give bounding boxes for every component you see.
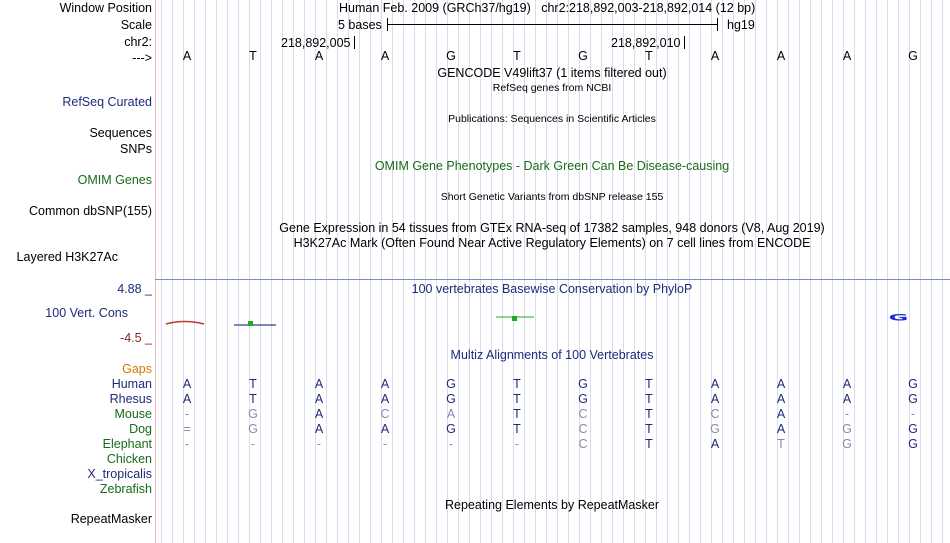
rhesus-aligned-base: A — [776, 392, 786, 406]
reference-base: G — [446, 49, 456, 63]
grid-line — [414, 0, 415, 543]
label-chrom: chr2: — [124, 35, 152, 49]
grid-line — [458, 0, 459, 543]
mouse-aligned-base: C — [380, 407, 390, 421]
human-aligned-base: G — [578, 377, 588, 391]
label-zebrafish[interactable]: Zebrafish — [99, 482, 152, 496]
grid-line — [216, 0, 217, 543]
elephant-aligned-base: - — [316, 437, 322, 451]
human-aligned-base: T — [513, 377, 521, 391]
grid-line — [920, 0, 921, 543]
dog-aligned-base: G — [908, 422, 918, 436]
h3k27ac-track-title[interactable]: H3K27Ac Mark (Often Found Near Active Regulatory Elements) on 7 cell lines from ENCODE — [293, 236, 811, 250]
gtex-track-title[interactable]: Gene Expression in 54 tissues from GTEx RNA-seq of 17382 samples, 948 donors (V8, Aug 2019) — [279, 221, 825, 235]
human-aligned-base: G — [908, 377, 918, 391]
grid-line — [799, 0, 800, 543]
mouse-aligned-base: A — [776, 407, 786, 421]
grid-line — [392, 0, 393, 543]
reference-base: A — [182, 49, 192, 63]
grid-line — [348, 0, 349, 543]
grid-line — [249, 0, 250, 543]
dog-aligned-base: T — [645, 422, 653, 436]
dog-aligned-base: C — [578, 422, 588, 436]
dog-aligned-base: G — [446, 422, 456, 436]
multiz-track-title[interactable]: Multiz Alignments of 100 Vertebrates — [450, 348, 654, 362]
reference-base: T — [513, 49, 521, 63]
label-human[interactable]: Human — [111, 377, 152, 391]
grid-line — [447, 0, 448, 543]
rhesus-aligned-base: T — [645, 392, 653, 406]
grid-line — [183, 0, 184, 543]
coord-tick-mark-2 — [684, 36, 685, 49]
rhesus-aligned-base: A — [314, 392, 324, 406]
grid-line — [205, 0, 206, 543]
mouse-aligned-base: G — [248, 407, 258, 421]
coord-tick-1: 218,892,005 — [281, 36, 351, 50]
grid-line — [370, 0, 371, 543]
grid-line — [337, 0, 338, 543]
scale-text: 5 bases — [338, 18, 382, 32]
human-aligned-base: A — [314, 377, 324, 391]
elephant-aligned-base: - — [514, 437, 520, 451]
human-aligned-base: G — [446, 377, 456, 391]
coord-tick-2: 218,892,010 — [611, 36, 681, 50]
human-aligned-base: A — [776, 377, 786, 391]
grid-line — [700, 0, 701, 543]
dog-aligned-base: G — [842, 422, 852, 436]
human-aligned-base: A — [842, 377, 852, 391]
grid-line — [612, 0, 613, 543]
mouse-aligned-base: - — [844, 407, 850, 421]
label-elephant[interactable]: Elephant — [102, 437, 152, 451]
grid-line — [843, 0, 844, 543]
elephant-aligned-base: T — [645, 437, 653, 451]
grid-line — [194, 0, 195, 543]
grid-line — [326, 0, 327, 543]
human-aligned-base: T — [249, 377, 257, 391]
grid-line — [403, 0, 404, 543]
grid-line — [282, 0, 283, 543]
rhesus-aligned-base: A — [842, 392, 852, 406]
grid-line — [381, 0, 382, 543]
label-max-score: 4.88 _ — [117, 282, 152, 296]
grid-line — [865, 0, 866, 543]
rhesus-aligned-base: G — [578, 392, 588, 406]
label-mouse[interactable]: Mouse — [114, 407, 152, 421]
scale-bar-right-tick — [717, 18, 718, 31]
mouse-aligned-base: - — [184, 407, 190, 421]
label-layered-h3k27ac[interactable]: Layered H3K27Ac — [16, 250, 118, 264]
mouse-aligned-base: - — [910, 407, 916, 421]
reference-base: A — [380, 49, 390, 63]
reference-base: T — [249, 49, 257, 63]
dog-aligned-base: A — [380, 422, 390, 436]
grid-line — [161, 0, 162, 543]
label-x-tropicalis[interactable]: X_tropicalis — [87, 467, 152, 481]
grid-line — [810, 0, 811, 543]
label-strand-arrow: ---> — [132, 51, 152, 65]
elephant-aligned-base: G — [842, 437, 852, 451]
label-snps[interactable]: SNPs — [120, 142, 152, 156]
grid-line — [359, 0, 360, 543]
grid-line — [766, 0, 767, 543]
grid-line — [821, 0, 822, 543]
repeatmasker-track-title[interactable]: Repeating Elements by RepeatMasker — [444, 498, 660, 512]
window-position-text: Human Feb. 2009 (GRCh37/hg19) chr2:218,892,003-218,892,014 (12 bp) — [339, 1, 756, 15]
grid-line — [634, 0, 635, 543]
elephant-aligned-base: T — [777, 437, 785, 451]
dog-aligned-base: T — [513, 422, 521, 436]
label-min-score: -4.5 _ — [120, 331, 152, 345]
phylop-logo-g: G — [888, 313, 909, 323]
grid-line — [733, 0, 734, 543]
publications-track-title[interactable]: Publications: Sequences in Scientific Articles — [448, 113, 656, 125]
grid-line — [678, 0, 679, 543]
reference-base: T — [645, 49, 653, 63]
rhesus-aligned-base: G — [908, 392, 918, 406]
mouse-aligned-base: C — [578, 407, 588, 421]
human-aligned-base: A — [380, 377, 390, 391]
scale-bar-left-tick — [387, 18, 388, 31]
reference-base: G — [578, 49, 588, 63]
grid-line — [315, 0, 316, 543]
grid-line — [931, 0, 932, 543]
grid-line — [832, 0, 833, 543]
grid-line — [227, 0, 228, 543]
grid-line — [722, 0, 723, 543]
label-column-divider — [155, 0, 156, 543]
gencode-track-title[interactable]: GENCODE V49lift37 (1 items filtered out) — [437, 66, 667, 80]
elephant-aligned-base: - — [448, 437, 454, 451]
rhesus-aligned-base: A — [182, 392, 192, 406]
reference-base: A — [842, 49, 852, 63]
track-group-divider — [155, 279, 950, 280]
rhesus-aligned-base: A — [710, 392, 720, 406]
dog-aligned-base: G — [248, 422, 258, 436]
dbsnp-track-title[interactable]: Short Genetic Variants from dbSNP release 155 — [440, 191, 664, 203]
label-common-dbsnp[interactable]: Common dbSNP(155) — [29, 204, 152, 218]
reference-base: A — [710, 49, 720, 63]
label-scale: Scale — [120, 18, 152, 32]
mouse-aligned-base: C — [710, 407, 720, 421]
scale-bar — [388, 24, 718, 25]
grid-line — [293, 0, 294, 543]
refseq-track-title[interactable]: RefSeq genes from NCBI — [492, 82, 612, 94]
scale-assembly: hg19 — [727, 18, 755, 32]
grid-line — [656, 0, 657, 543]
grid-line — [854, 0, 855, 543]
phylop-green-mark-2 — [512, 316, 517, 321]
label-sequences[interactable]: Sequences — [89, 126, 152, 140]
grid-line — [909, 0, 910, 543]
rhesus-aligned-base: A — [380, 392, 390, 406]
grid-line — [711, 0, 712, 543]
grid-line — [645, 0, 646, 543]
grid-line — [172, 0, 173, 543]
label-100-vert-cons[interactable]: 100 Vert. Cons — [45, 306, 128, 320]
phylop-green-mark-1 — [248, 321, 253, 326]
label-chicken[interactable]: Chicken — [106, 452, 152, 466]
coord-tick-mark-1 — [354, 36, 355, 49]
grid-line — [260, 0, 261, 543]
grid-line — [887, 0, 888, 543]
elephant-aligned-base: - — [382, 437, 388, 451]
rhesus-aligned-base: G — [446, 392, 456, 406]
grid-line — [942, 0, 943, 543]
grid-line — [623, 0, 624, 543]
elephant-aligned-base: - — [250, 437, 256, 451]
grid-line — [304, 0, 305, 543]
label-refseq-curated[interactable]: RefSeq Curated — [62, 95, 152, 109]
grid-line — [777, 0, 778, 543]
grid-line — [480, 0, 481, 543]
grid-line — [689, 0, 690, 543]
elephant-aligned-base: C — [578, 437, 588, 451]
grid-line — [469, 0, 470, 543]
grid-line — [271, 0, 272, 543]
elephant-aligned-base: - — [184, 437, 190, 451]
label-dog[interactable]: Dog — [129, 422, 152, 436]
label-rhesus[interactable]: Rhesus — [109, 392, 152, 406]
elephant-aligned-base: G — [908, 437, 918, 451]
human-aligned-base: A — [182, 377, 192, 391]
grid-line — [755, 0, 756, 543]
grid-line — [744, 0, 745, 543]
phylop-track-title[interactable]: 100 vertebrates Basewise Conservation by PhyloP — [411, 282, 693, 296]
grid-line — [788, 0, 789, 543]
mouse-aligned-base: T — [513, 407, 521, 421]
dog-aligned-base: A — [776, 422, 786, 436]
grid-line — [436, 0, 437, 543]
grid-line — [667, 0, 668, 543]
elephant-aligned-base: A — [710, 437, 720, 451]
rhesus-aligned-base: T — [249, 392, 257, 406]
dog-aligned-base: A — [314, 422, 324, 436]
label-window-position: Window Position — [59, 1, 152, 15]
human-aligned-base: T — [645, 377, 653, 391]
reference-base: A — [314, 49, 324, 63]
label-omim-genes[interactable]: OMIM Genes — [77, 173, 152, 187]
grid-line — [425, 0, 426, 543]
mouse-aligned-base: A — [446, 407, 456, 421]
mouse-aligned-base: T — [645, 407, 653, 421]
grid-line — [238, 0, 239, 543]
phylop-graph[interactable] — [156, 305, 950, 335]
reference-base: A — [776, 49, 786, 63]
label-repeatmasker[interactable]: RepeatMasker — [70, 512, 152, 526]
omim-track-title[interactable]: OMIM Gene Phenotypes - Dark Green Can Be Disease-causing — [374, 159, 730, 173]
dog-aligned-base: = — [183, 422, 191, 436]
phylop-red-signal — [166, 322, 204, 325]
mouse-aligned-base: A — [314, 407, 324, 421]
label-gaps[interactable]: Gaps — [122, 362, 152, 376]
rhesus-aligned-base: T — [513, 392, 521, 406]
grid-line — [876, 0, 877, 543]
dog-aligned-base: G — [710, 422, 720, 436]
reference-base: G — [908, 49, 918, 63]
grid-line — [898, 0, 899, 543]
human-aligned-base: A — [710, 377, 720, 391]
